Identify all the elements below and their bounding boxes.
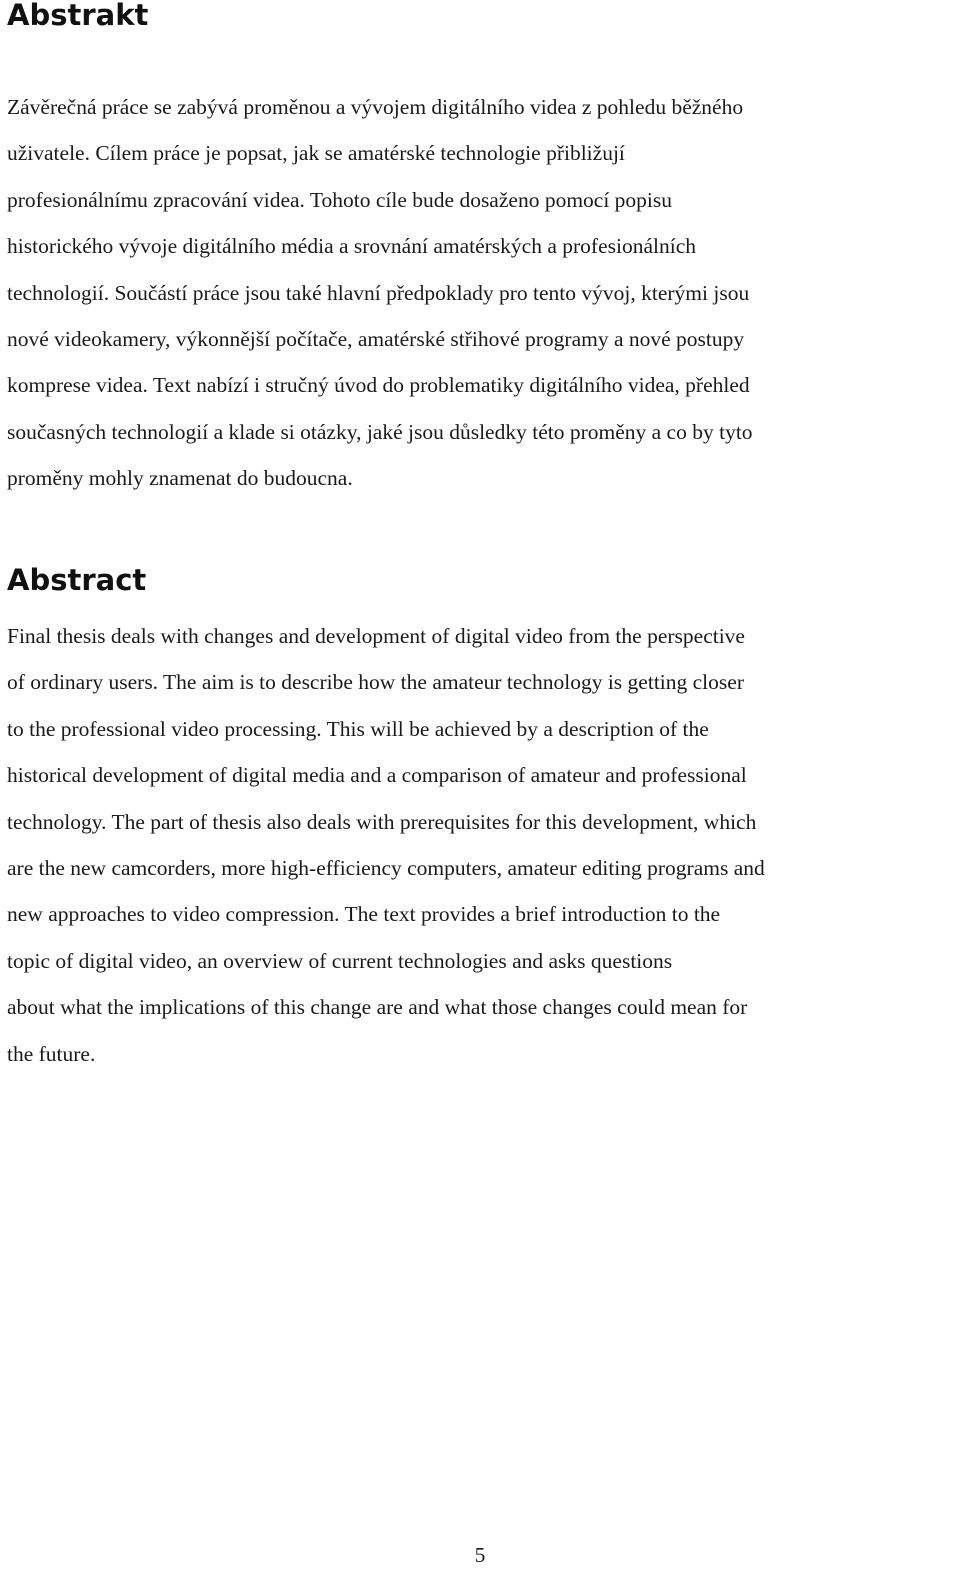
text-line: nové videokamery, výkonnější počítače, amatérské střihové programy a nové postupy <box>7 327 745 352</box>
page-number: 5 <box>474 1543 486 1567</box>
text-line: komprese videa. Text nabízí i stručný úvod do problematiky digitálního videa, přehled <box>7 373 750 398</box>
text-line: of ordinary users. The aim is to describe how the amateur technology is getting closer <box>7 670 744 695</box>
text-line: about what the implications of this change are and what those changes could mean for <box>7 995 748 1020</box>
english-abstract-heading: Abstract <box>7 563 147 597</box>
text-line: historical development of digital media and a comparison of amateur and professional <box>7 763 747 788</box>
text-line: historického vývoje digitálního média a srovnání amatérských a profesionálních <box>7 234 696 259</box>
text-line: současných technologií a klade si otázky, jaké jsou důsledky této proměny a co by tyto <box>7 419 753 444</box>
text-line: uživatele. Cílem práce je popsat, jak se amatérské technologie přibližují <box>7 141 625 166</box>
text-line: technologií. Součástí práce jsou také hlavní předpoklady pro tento vývoj, kterými jsou <box>7 280 750 305</box>
text-line: technology. The part of thesis also deals with prerequisites for this development, which <box>7 809 757 834</box>
text-line: to the professional video processing. This will be achieved by a description of the <box>7 716 709 741</box>
text-line: Final thesis deals with changes and development of digital video from the perspective <box>7 624 745 648</box>
czech-abstract-heading: Abstrakt <box>7 0 149 32</box>
text-line: Závěrečná práce se zabývá proměnou a vývojem digitálního videa z pohledu běžného <box>7 95 744 119</box>
english-abstract-paragraph <box>7 613 952 1077</box>
text-line: are the new camcorders, more high-efficiency computers, amateur editing programs and <box>7 856 765 881</box>
text-line: new approaches to video compression. The text provides a brief introduction to the <box>7 902 721 927</box>
text-line: profesionálnímu zpracování videa. Tohoto cíle bude dosaženo pomocí popisu <box>7 187 673 212</box>
text-line: proměny mohly znamenat do budoucna. <box>7 466 353 491</box>
text-line: the future. <box>7 1041 96 1066</box>
text-line: topic of digital video, an overview of current technologies and asks questions <box>7 948 673 973</box>
czech-abstract-paragraph <box>7 84 952 502</box>
